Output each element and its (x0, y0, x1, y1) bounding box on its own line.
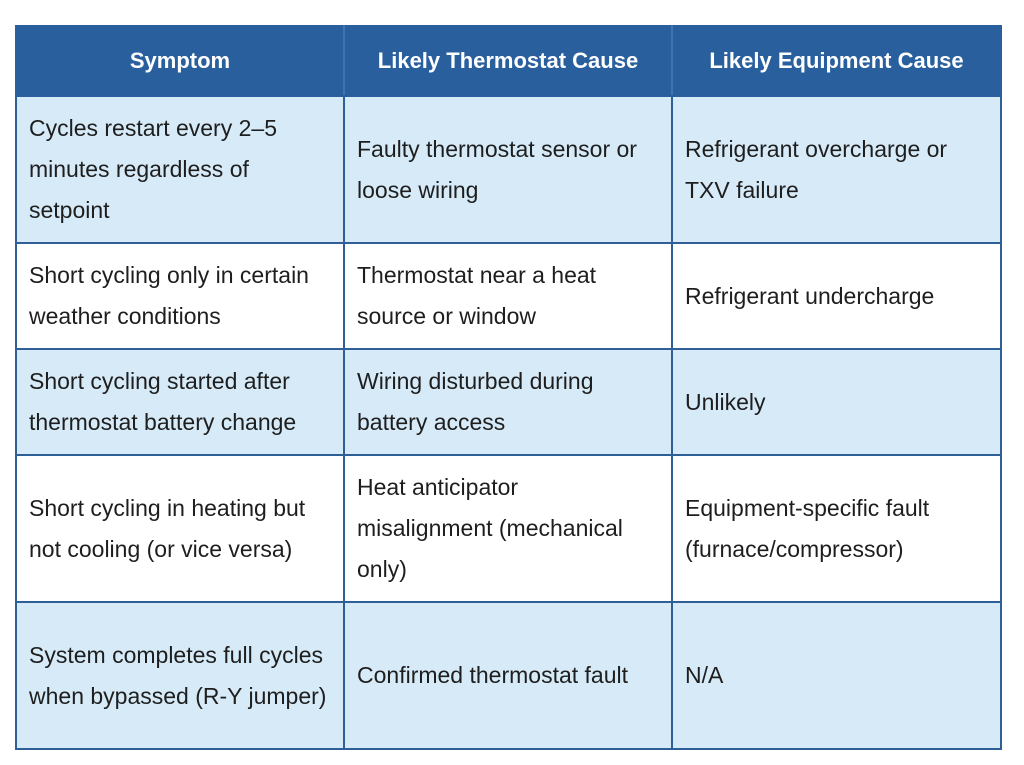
table-row (16, 455, 1001, 602)
symptom-cell: Short cycling only in certain weather conditions (16, 243, 344, 349)
table-body (16, 96, 1001, 749)
table-header (16, 26, 1001, 96)
table-row (16, 602, 1001, 749)
symptom-cell: Short cycling started after thermostat battery change (16, 349, 344, 455)
thermostat-cause-cell: Confirmed thermostat fault (344, 602, 672, 749)
equipment-cause-cell: Refrigerant undercharge (672, 243, 1001, 349)
equipment-cause-cell: Equipment-specific fault (furnace/compressor) (672, 455, 1001, 602)
thermostat-cause-cell: Faulty thermostat sensor or loose wiring (344, 96, 672, 243)
equipment-cause-cell: Unlikely (672, 349, 1001, 455)
diagnosis-table (15, 25, 1002, 750)
symptom-cell: Cycles restart every 2–5 minutes regardless of setpoint (16, 96, 344, 243)
table-row (16, 96, 1001, 243)
header-row (16, 26, 1001, 96)
symptom-cell: Short cycling in heating but not cooling (or vice versa) (16, 455, 344, 602)
equipment-cause-cell: Refrigerant overcharge or TXV failure (672, 96, 1001, 243)
thermostat-cause-cell: Wiring disturbed during battery access (344, 349, 672, 455)
header-equipment-cause: Likely Equipment Cause (672, 26, 1001, 96)
table-row (16, 243, 1001, 349)
symptom-cell: System completes full cycles when bypassed (R-Y jumper) (16, 602, 344, 749)
thermostat-cause-cell: Thermostat near a heat source or window (344, 243, 672, 349)
header-thermostat-cause: Likely Thermostat Cause (344, 26, 672, 96)
header-symptom: Symptom (16, 26, 344, 96)
equipment-cause-cell: N/A (672, 602, 1001, 749)
table-row (16, 349, 1001, 455)
diagnosis-table-container (15, 25, 1000, 750)
thermostat-cause-cell: Heat anticipator misalignment (mechanical only) (344, 455, 672, 602)
